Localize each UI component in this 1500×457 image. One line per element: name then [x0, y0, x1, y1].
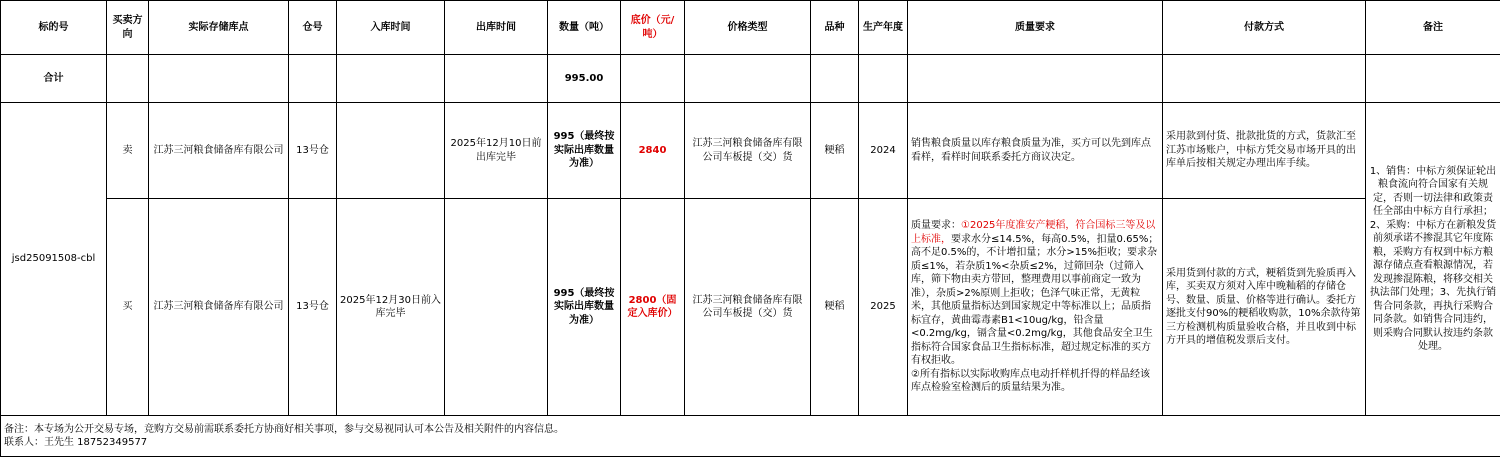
in-time-cell — [337, 103, 445, 199]
in-time-cell: 2025年12月30日前入库完毕 — [337, 199, 445, 416]
qty-cell: 995（最终按实际出库数量为准） — [548, 199, 621, 416]
price-type-cell: 江苏三河粮食储备库有限公司车板提（交）货 — [685, 199, 811, 416]
year-cell: 2025 — [859, 199, 908, 416]
quality-second: ②所有指标以实际收购库点电动扦样机扦得的样品经该库点检验室检测后的质量结果为准。 — [911, 369, 1150, 394]
footer-row — [1, 416, 1500, 457]
quality-prefix: 质量要求： — [911, 220, 961, 231]
remarks-cell: 1、销售：中标方须保证轮出粮食流向符合国家有关规定，否则一切法律和政策责任全部由中标方自行承担；2、采购：中标方在新粮发货前须承诺不掺混其它年度陈粮，采购方有权到中标方粮源存储点查看粮源情况，若发现掺混陈粮，将移交相关执法部门处理；3、先执行销售合同条款，再执行采购合同条款。如销售合同违约，则采购合同默认按违约条款处理。 — [1366, 103, 1500, 416]
header-lot: 标的号 — [1, 1, 107, 55]
total-label: 合计 — [1, 55, 107, 103]
variety-cell: 粳稻 — [811, 199, 859, 416]
table-row-sell — [1, 103, 1500, 199]
payment-cell: 采用款到付货、批款批货的方式，货款汇至江苏市场账户，中标方凭交易市场开具的出库单后按相关规定办理出库手续。 — [1163, 103, 1366, 199]
lot-id: jsd25091508-cbl — [1, 103, 107, 416]
quality-highlight: ①2025年度准安产粳稻，符合国标三等及以上标准， — [911, 220, 1155, 245]
quality-cell: 销售粮食质量以库存粮食质量为准，买方可以先到库点看样，看样时间联系委托方商议决定。 — [908, 103, 1163, 199]
header-price: 底价（元/吨） — [621, 1, 685, 55]
bin-cell: 13号仓 — [289, 199, 337, 416]
footer-contact: 联系人：王先生 18752349577 — [4, 436, 1497, 450]
footer-note-cell — [1, 416, 1500, 457]
year-cell: 2024 — [859, 103, 908, 199]
header-quality: 质量要求 — [908, 1, 1163, 55]
header-row — [1, 1, 1500, 55]
header-bin: 仓号 — [289, 1, 337, 55]
footer-note: 备注：本专场为公开交易专场，竞购方交易前需联系委托方协商好相关事项，参与交易视同认可本公告及相关附件的内容信息。 — [4, 423, 1497, 437]
header-year: 生产年度 — [859, 1, 908, 55]
quality-rest: 要求水分≤14.5%，每高0.5%，扣量0.65%；高不足0.5%的，不计增扣量；水分>15%拒收；要求杂质≤1%，若杂质1%<杂质≤2%，过筛回杂（过筛入库，筛下物由卖方带回，整理费用以事前商定一致为准），杂质>2%原则上拒收；色泽气味正常，无黄粒米，其他质量指标达到国家规定中等标准以上；品质指标宜存，黄曲霉毒素B1<10ug/kg，铅含量<0.2mg/kg，镉含量<0.2mg/kg，其他食品安全卫生指标符合国家食品卫生指标标准，超过规定标准的买方有权拒收。 — [911, 234, 1158, 367]
payment-cell: 采用货到付款的方式，粳稻货到先验质再入库，买卖双方须对入库中晚籼稻的存储仓号、数量、质量、价格等进行确认。委托方逐批支付90%的粳稻收购款，10%余款待第三方检测机构质量验收合格，并且收到中标方开具的增值税发票后支付。 — [1163, 199, 1366, 416]
header-direction: 买卖方向 — [107, 1, 149, 55]
bin-cell: 13号仓 — [289, 103, 337, 199]
price-cell: 2800（固定入库价） — [621, 199, 685, 416]
depot-cell: 江苏三河粮食储备库有限公司 — [149, 103, 289, 199]
total-qty: 995.00 — [548, 55, 621, 103]
price-cell: 2840 — [621, 103, 685, 199]
header-variety: 品种 — [811, 1, 859, 55]
qty-cell: 995（最终按实际出库数量为准） — [548, 103, 621, 199]
total-row — [1, 55, 1500, 103]
price-type-cell: 江苏三河粮食储备库有限公司车板提（交）货 — [685, 103, 811, 199]
header-depot: 实际存储库点 — [149, 1, 289, 55]
header-price-type: 价格类型 — [685, 1, 811, 55]
direction-cell: 卖 — [107, 103, 149, 199]
variety-cell: 粳稻 — [811, 103, 859, 199]
depot-cell: 江苏三河粮食储备库有限公司 — [149, 199, 289, 416]
table-row-buy — [1, 199, 1500, 416]
header-in-time: 入库时间 — [337, 1, 445, 55]
out-time-cell: 2025年12月10日前出库完毕 — [445, 103, 548, 199]
header-remarks: 备注 — [1366, 1, 1500, 55]
direction-cell: 买 — [107, 199, 149, 416]
header-out-time: 出库时间 — [445, 1, 548, 55]
out-time-cell — [445, 199, 548, 416]
quality-cell — [908, 199, 1163, 416]
header-qty: 数量（吨） — [548, 1, 621, 55]
header-payment: 付款方式 — [1163, 1, 1366, 55]
